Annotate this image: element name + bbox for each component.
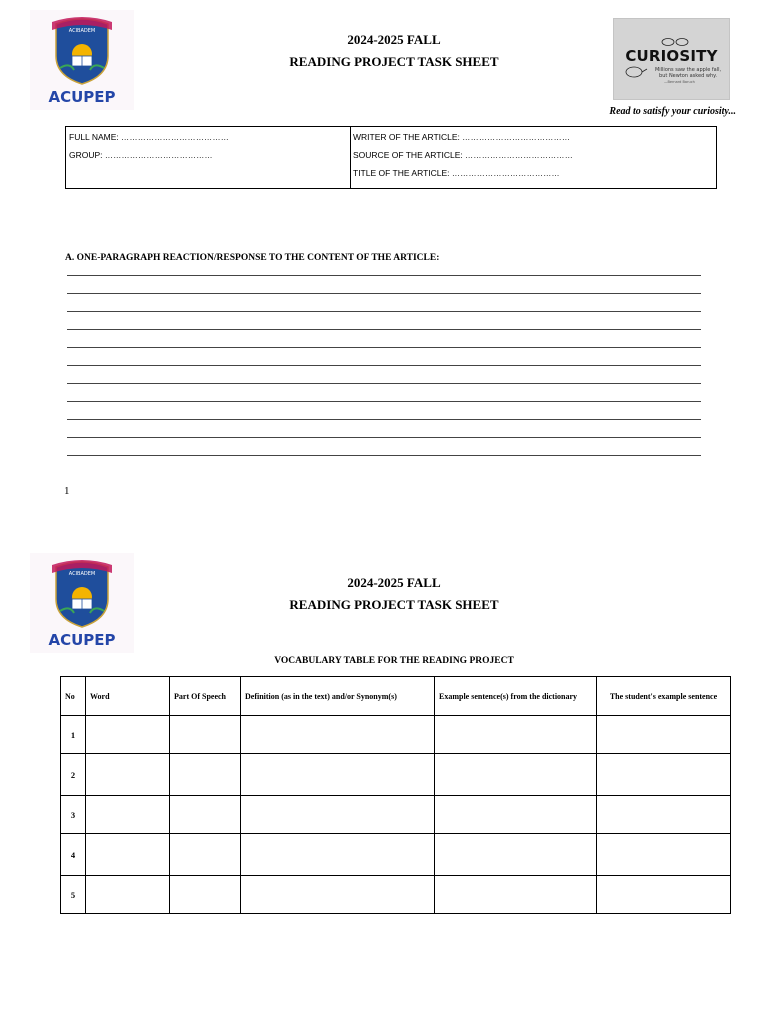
word-cell[interactable] (86, 716, 170, 754)
writing-line[interactable] (67, 293, 701, 294)
term-heading: 2024-2025 FALL (347, 32, 441, 47)
group-field[interactable] (69, 150, 213, 160)
part-of-speech-cell[interactable] (170, 796, 241, 834)
term-heading: 2024-2025 FALL (347, 575, 441, 590)
writer-dots: ………………………………… (462, 133, 571, 142)
writing-line[interactable] (67, 401, 701, 402)
table-row (61, 754, 731, 796)
definition-cell[interactable] (241, 716, 435, 754)
word-cell[interactable] (86, 796, 170, 834)
student-example-cell[interactable] (597, 876, 731, 914)
writing-line[interactable] (67, 275, 701, 276)
definition-cell[interactable] (241, 876, 435, 914)
writing-line[interactable] (67, 311, 701, 312)
page-number: 1 (64, 485, 70, 497)
logo-banner-text: ACIBADEM (68, 28, 96, 34)
part-of-speech-cell[interactable] (170, 834, 241, 876)
row-number: 3 (61, 796, 86, 834)
full-name-label: FULL NAME: (69, 132, 119, 142)
student-example-cell[interactable] (597, 796, 731, 834)
page-title: READING PROJECT TASK SHEET (289, 597, 499, 612)
writing-line[interactable] (67, 437, 701, 438)
word-cell[interactable] (86, 834, 170, 876)
header-dictionary-example: Example sentence(s) from the dictionary (435, 677, 597, 716)
part-of-speech-cell[interactable] (170, 716, 241, 754)
dictionary-example-cell[interactable] (435, 754, 597, 796)
student-info-table (65, 126, 717, 189)
badge-author: —Bernard Baruch (664, 80, 695, 84)
writing-line[interactable] (67, 455, 701, 456)
writing-line[interactable] (67, 365, 701, 366)
source-field[interactable] (353, 150, 573, 160)
dictionary-example-cell[interactable] (435, 876, 597, 914)
apple-icon (660, 37, 690, 47)
student-example-cell[interactable] (597, 716, 731, 754)
definition-cell[interactable] (241, 796, 435, 834)
logo-text: ACUPEP (48, 88, 116, 106)
writing-line[interactable] (67, 383, 701, 384)
dictionary-example-cell[interactable] (435, 716, 597, 754)
header-no: No (61, 677, 86, 716)
source-dots: ………………………………… (465, 151, 574, 160)
tagline: Read to satisfy your curiosity... (609, 106, 736, 117)
student-example-cell[interactable] (597, 754, 731, 796)
table-header-row (61, 677, 731, 716)
group-dots: ………………………………… (104, 151, 213, 160)
curiosity-badge (613, 18, 730, 100)
header-definition: Definition (as in the text) and/or Synonym(s) (241, 677, 435, 716)
writing-line[interactable] (67, 329, 701, 330)
header-student-example: The student's example sentence (597, 677, 731, 716)
row-number: 2 (61, 754, 86, 796)
article-title-label: TITLE OF THE ARTICLE: (353, 168, 450, 178)
dictionary-example-cell[interactable] (435, 834, 597, 876)
table-row (61, 876, 731, 914)
row-number: 5 (61, 876, 86, 914)
writer-field[interactable] (353, 132, 570, 142)
article-title-dots: ………………………………… (451, 169, 560, 178)
row-number: 4 (61, 834, 86, 876)
apple-sketch-icon (624, 65, 648, 79)
row-number: 1 (61, 716, 86, 754)
logo-text: ACUPEP (48, 631, 116, 649)
full-name-field[interactable] (69, 132, 229, 142)
part-of-speech-cell[interactable] (170, 876, 241, 914)
definition-cell[interactable] (241, 754, 435, 796)
header-part-of-speech: Part Of Speech (170, 677, 241, 716)
logo-banner-text: ACIBADEM (68, 571, 96, 577)
full-name-dots: ………………………………… (121, 133, 230, 142)
vocab-table-title: VOCABULARY TABLE FOR THE READING PROJECT (274, 656, 514, 666)
dictionary-example-cell[interactable] (435, 796, 597, 834)
writing-line[interactable] (67, 419, 701, 420)
header-word: Word (86, 677, 170, 716)
writer-label: WRITER OF THE ARTICLE: (353, 132, 460, 142)
vocabulary-table (60, 676, 731, 914)
word-cell[interactable] (86, 754, 170, 796)
group-label: GROUP: (69, 150, 103, 160)
table-row (61, 716, 731, 754)
section-a-heading: A. ONE-PARAGRAPH REACTION/RESPONSE TO THE CONTENT OF THE ARTICLE: (65, 253, 440, 263)
table-row (61, 834, 731, 876)
page-title: READING PROJECT TASK SHEET (289, 54, 499, 69)
badge-quote-line-2: but Newton asked why. (659, 73, 717, 79)
badge-quote-line-1: Millions saw the apple fall, (654, 67, 722, 73)
part-of-speech-cell[interactable] (170, 754, 241, 796)
writing-line[interactable] (67, 347, 701, 348)
table-row (61, 796, 731, 834)
student-example-cell[interactable] (597, 834, 731, 876)
word-cell[interactable] (86, 876, 170, 914)
article-title-field[interactable] (353, 168, 560, 178)
curiosity-word: CURIOSITY (625, 47, 718, 65)
definition-cell[interactable] (241, 834, 435, 876)
source-label: SOURCE OF THE ARTICLE: (353, 150, 463, 160)
